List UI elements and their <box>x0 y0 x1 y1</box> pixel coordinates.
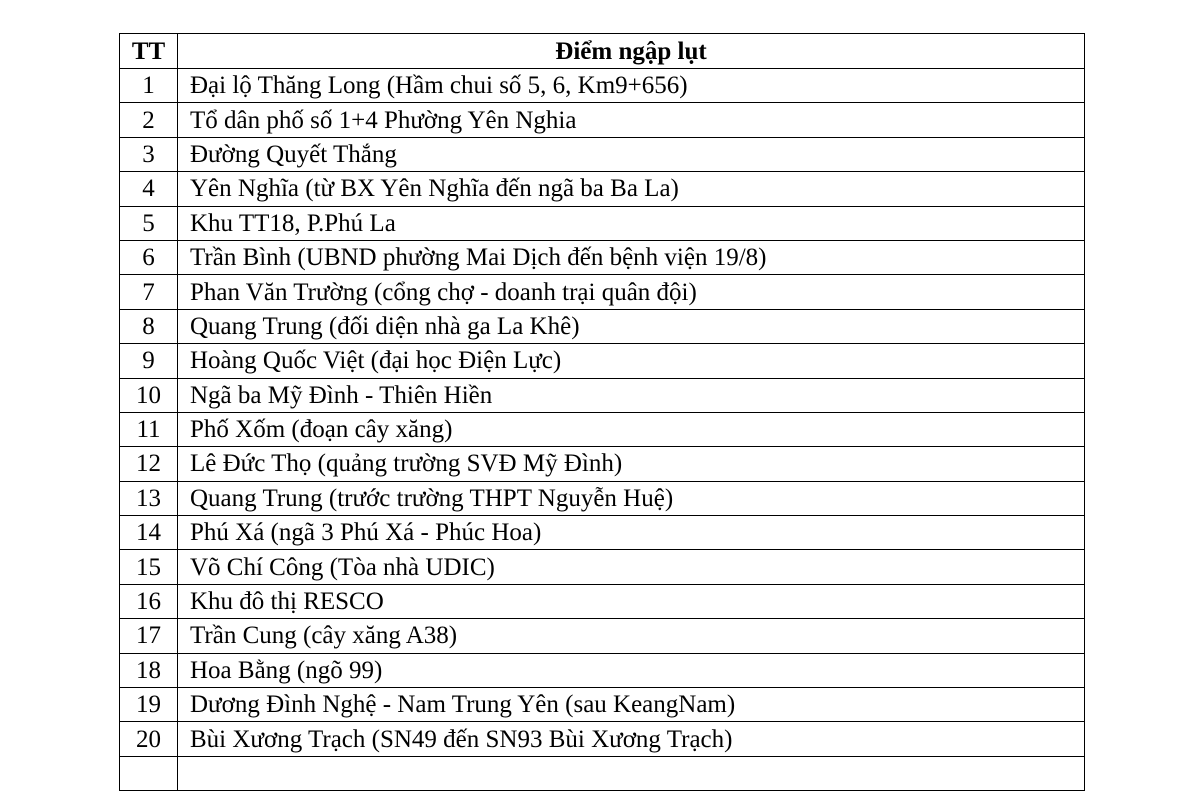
header-tt: TT <box>120 34 178 69</box>
table-body <box>120 69 1085 791</box>
row-number: 10 <box>120 378 178 412</box>
row-location: Khu TT18, P.Phú La <box>178 206 1085 240</box>
row-number: 15 <box>120 550 178 584</box>
table-row <box>120 206 1085 240</box>
table-row <box>120 103 1085 137</box>
row-number: 3 <box>120 137 178 171</box>
row-number: 7 <box>120 275 178 309</box>
row-number: 8 <box>120 309 178 343</box>
table-row <box>120 653 1085 687</box>
row-location: Phan Văn Trường (cổng chợ - doanh trại quân đội) <box>178 275 1085 309</box>
row-location: Ngã ba Mỹ Đình - Thiên Hiền <box>178 378 1085 412</box>
row-location: Tổ dân phố số 1+4 Phường Yên Nghia <box>178 103 1085 137</box>
row-location: Phú Xá (ngã 3 Phú Xá - Phúc Hoa) <box>178 516 1085 550</box>
row-number <box>120 756 178 790</box>
row-location: Lê Đức Thọ (quảng trường SVĐ Mỹ Đình) <box>178 447 1085 481</box>
table-row <box>120 378 1085 412</box>
table-row <box>120 309 1085 343</box>
row-location: Đường Quyết Thắng <box>178 137 1085 171</box>
row-number: 1 <box>120 69 178 103</box>
row-number: 19 <box>120 688 178 722</box>
row-location: Quang Trung (trước trường THPT Nguyễn Huệ) <box>178 481 1085 515</box>
table-row <box>120 584 1085 618</box>
table-row <box>120 619 1085 653</box>
row-number: 13 <box>120 481 178 515</box>
row-location: Khu đô thị RESCO <box>178 584 1085 618</box>
table-row <box>120 447 1085 481</box>
table-row <box>120 550 1085 584</box>
row-number: 6 <box>120 240 178 274</box>
row-number: 5 <box>120 206 178 240</box>
header-location: Điểm ngập lụt <box>178 34 1085 69</box>
row-number: 16 <box>120 584 178 618</box>
table-row <box>120 516 1085 550</box>
table-row <box>120 275 1085 309</box>
row-location: Đại lộ Thăng Long (Hầm chui số 5, 6, Km9+656) <box>178 69 1085 103</box>
table-row <box>120 69 1085 103</box>
row-number: 9 <box>120 344 178 378</box>
flood-points-table <box>119 33 1085 791</box>
row-location: Trần Cung (cây xăng A38) <box>178 619 1085 653</box>
row-number: 17 <box>120 619 178 653</box>
table-row <box>120 344 1085 378</box>
table-header-row <box>120 34 1085 69</box>
table-row <box>120 240 1085 274</box>
row-location: Quang Trung (đối diện nhà ga La Khê) <box>178 309 1085 343</box>
table-row <box>120 722 1085 756</box>
row-number: 20 <box>120 722 178 756</box>
row-number: 11 <box>120 412 178 446</box>
row-location: Dương Đình Nghệ - Nam Trung Yên (sau KeangNam) <box>178 688 1085 722</box>
table-row <box>120 137 1085 171</box>
table-row <box>120 412 1085 446</box>
table-row <box>120 688 1085 722</box>
row-number: 18 <box>120 653 178 687</box>
row-location: Hoàng Quốc Việt (đại học Điện Lực) <box>178 344 1085 378</box>
row-location: Trần Bình (UBND phường Mai Dịch đến bệnh viện 19/8) <box>178 240 1085 274</box>
row-location: Hoa Bằng (ngõ 99) <box>178 653 1085 687</box>
row-number: 2 <box>120 103 178 137</box>
row-number: 12 <box>120 447 178 481</box>
table-row <box>120 481 1085 515</box>
row-location: Bùi Xương Trạch (SN49 đến SN93 Bùi Xương Trạch) <box>178 722 1085 756</box>
table-row <box>120 756 1085 790</box>
row-number: 4 <box>120 172 178 206</box>
table-row <box>120 172 1085 206</box>
row-location: Yên Nghĩa (từ BX Yên Nghĩa đến ngã ba Ba La) <box>178 172 1085 206</box>
row-location <box>178 756 1085 790</box>
row-location: Võ Chí Công (Tòa nhà UDIC) <box>178 550 1085 584</box>
row-number: 14 <box>120 516 178 550</box>
row-location: Phố Xốm (đoạn cây xăng) <box>178 412 1085 446</box>
